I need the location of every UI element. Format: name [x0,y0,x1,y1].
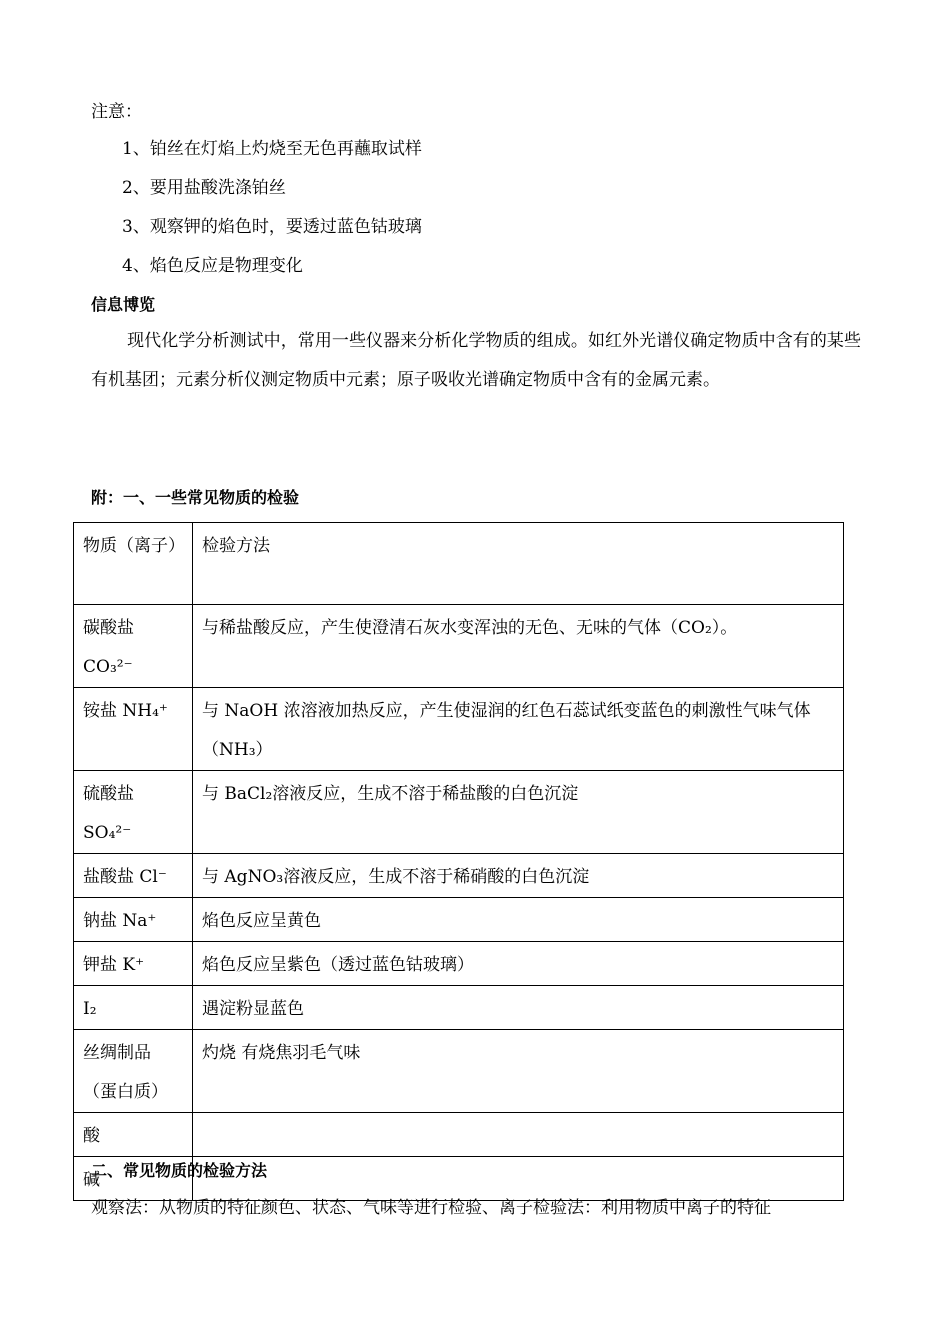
cell-method [193,1157,844,1201]
cell-substance: 碳酸盐 CO₃²⁻ [74,605,193,688]
cell-substance: 硫酸盐 SO₄²⁻ [74,771,193,854]
cell-method: 与 NaOH 浓溶液加热反应，产生使湿润的红色石蕊试纸变蓝色的刺激性气味气体（NH₃） [193,688,844,771]
note-item-3: 3、观察钾的焰色时，要透过蓝色钴玻璃 [122,217,422,237]
table-row [74,1030,844,1113]
info-paragraph [91,322,861,400]
section2-heading: 二、常见物质的检验方法 [91,1161,268,1180]
header-substance: 物质（离子） [74,523,193,605]
header-method: 检验方法 [193,523,844,605]
note-item-1: 1、铂丝在灯焰上灼烧至无色再蘸取试样 [122,139,422,159]
cell-method: 与 AgNO₃溶液反应，生成不溶于稀硝酸的白色沉淀 [193,854,844,898]
cell-method: 焰色反应呈黄色 [193,898,844,942]
cell-substance: I₂ [74,986,193,1030]
cell-substance: 丝绸制品（蛋白质） [74,1030,193,1113]
info-heading: 信息博览 [91,295,156,314]
notes-heading: 注意： [91,102,142,122]
table-row [74,854,844,898]
cell-substance: 酸 [74,1113,193,1157]
table-row [74,688,844,771]
table-row [74,771,844,854]
section2-text: 观察法：从物质的特征颜色、状态、气味等进行检验、离子检验法：利用物质中离子的特征 [91,1198,771,1218]
table-row [74,898,844,942]
substance-test-table [73,522,844,1201]
table-row [74,605,844,688]
cell-method: 与稀盐酸反应，产生使澄清石灰水变浑浊的无色、无味的气体（CO₂）。 [193,605,844,688]
cell-substance: 盐酸盐 Cl⁻ [74,854,193,898]
cell-substance: 碱 [74,1157,193,1201]
cell-substance: 钠盐 Na⁺ [74,898,193,942]
table-header-row [74,523,844,605]
note-item-4: 4、焰色反应是物理变化 [122,256,303,276]
note-item-2: 2、要用盐酸洗涤铂丝 [122,178,286,198]
cell-method: 遇淀粉显蓝色 [193,986,844,1030]
table-row [74,986,844,1030]
cell-method [193,1113,844,1157]
table-row [74,942,844,986]
cell-substance: 钾盐 K⁺ [74,942,193,986]
cell-method: 与 BaCl₂溶液反应，生成不溶于稀盐酸的白色沉淀 [193,771,844,854]
cell-method: 灼烧 有烧焦羽毛气味 [193,1030,844,1113]
info-paragraph-text: 现代化学分析测试中，常用一些仪器来分析化学物质的组成。如红外光谱仪确定物质中含有的某些有机基团；元素分析仪测定物质中元素；原子吸收光谱确定物质中含有的金属元素。 [91,331,861,390]
table-row [74,1113,844,1157]
cell-substance: 铵盐 NH₄⁺ [74,688,193,771]
appendix-heading: 附：一、一些常见物质的检验 [91,488,300,507]
cell-method: 焰色反应呈紫色（透过蓝色钴玻璃） [193,942,844,986]
